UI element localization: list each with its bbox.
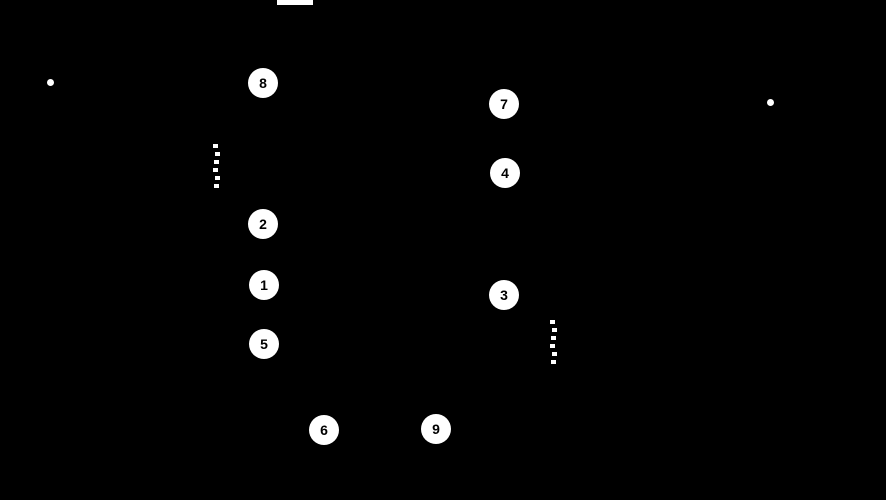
marker-3[interactable]: 3 (489, 280, 519, 310)
marker-9[interactable]: 9 (421, 414, 451, 444)
marker-8[interactable]: 8 (248, 68, 278, 98)
marker-7[interactable]: 7 (489, 89, 519, 119)
dashed-marks-lower-right (550, 320, 557, 368)
marker-1[interactable]: 1 (249, 270, 279, 300)
left-endpoint-dot (47, 79, 54, 86)
marker-2[interactable]: 2 (248, 209, 278, 239)
marker-6[interactable]: 6 (309, 415, 339, 445)
dashed-marks-upper-left (213, 144, 220, 192)
marker-5[interactable]: 5 (249, 329, 279, 359)
top-bar-segment (277, 0, 313, 5)
right-endpoint-dot (767, 99, 774, 106)
marker-4[interactable]: 4 (490, 158, 520, 188)
